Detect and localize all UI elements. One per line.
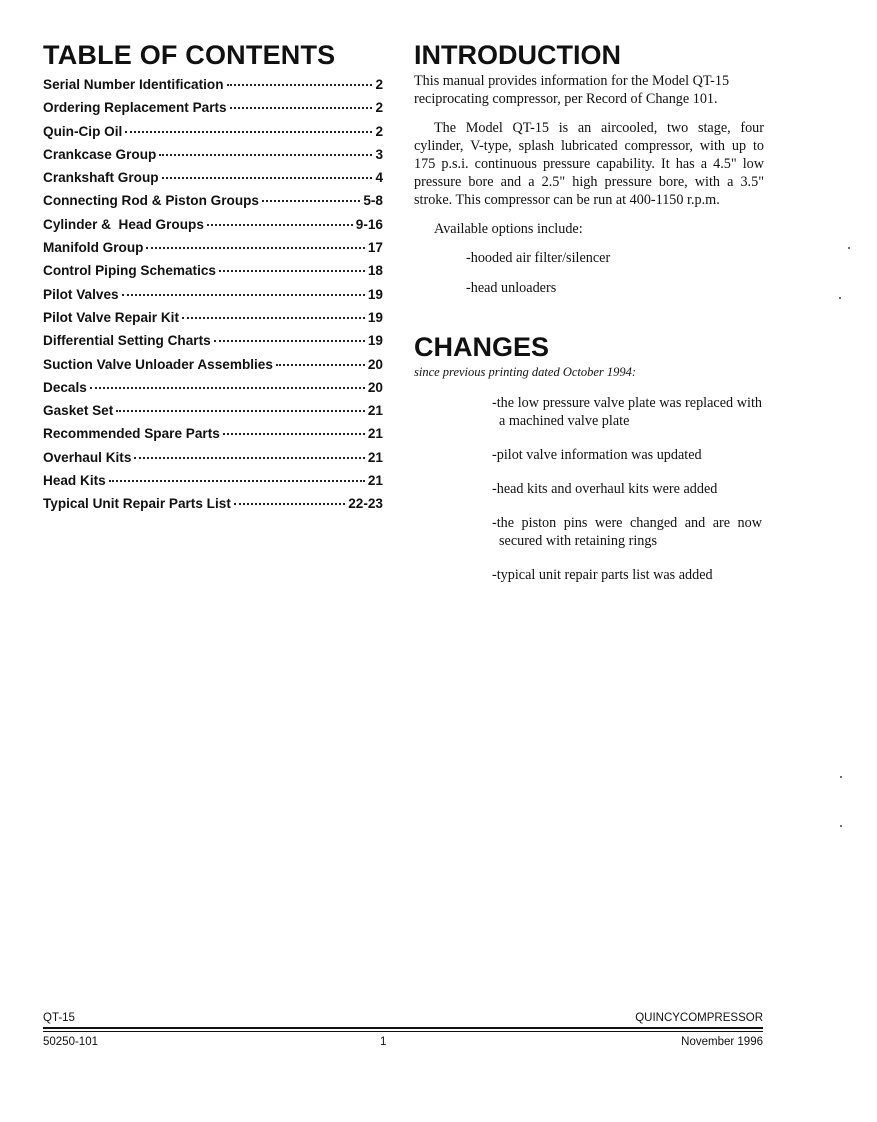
toc-entry-page: 20 [367,356,383,372]
toc-leader [109,480,365,482]
table-of-contents [43,40,383,520]
change-item: -head kits and overhaul kits were added [492,481,718,497]
toc-entry[interactable] [43,380,383,403]
toc-entry-label: Cylinder & Head Groups [43,216,204,232]
right-column [414,40,764,600]
toc-leader [125,131,372,133]
toc-entry-page: 2 [375,77,383,92]
change-item: -the piston pins were changed and are now secured with retaining rings [492,515,762,549]
toc-entry-label: Quin-Cip Oil [43,123,123,139]
toc-leader [262,200,360,202]
toc-entry-page: 19 [367,286,383,302]
change-item: -the low pressure valve plate was replaced with a machined valve plate [492,395,762,429]
scan-speck [839,297,841,299]
toc-entry-label: Suction Valve Unloader Assemblies [43,356,273,372]
toc-entry-label: Gasket Set [43,403,114,419]
toc-entry-label: Ordering Replacement Parts [43,100,227,116]
toc-entry[interactable] [43,193,383,216]
toc-entry-label: Differential Setting Charts [43,333,211,349]
changes-list [492,394,762,584]
scan-speck [840,776,842,778]
toc-entry[interactable] [43,240,383,263]
footer-company: QUINCYCOMPRESSOR [635,1012,763,1024]
toc-entry-page: 4 [375,170,383,186]
toc-entry[interactable] [43,100,383,123]
toc-leader [159,154,372,156]
footer-rule-thick [43,1027,763,1029]
toc-leader [276,364,365,366]
toc-leader [90,387,365,389]
toc-entry[interactable] [43,357,383,380]
toc-entry-page: 5-8 [363,193,383,209]
toc-entry-label: Serial Number Identification [43,77,224,92]
toc-entry[interactable] [43,403,383,426]
toc-leader [162,177,373,179]
toc-entry[interactable] [43,473,383,496]
toc-entry-label: Control Piping Schematics [43,263,216,279]
toc-title: TABLE OF CONTENTS [43,40,336,70]
toc-leader [182,317,365,319]
toc-entry-page: 21 [367,403,383,419]
toc-entry-page: 2 [375,123,383,139]
footer-rule-thin [43,1031,763,1032]
option-item: -head unloaders [466,280,557,296]
toc-entry[interactable] [43,263,383,286]
toc-entry[interactable] [43,496,383,519]
introduction-heading: INTRODUCTION [414,40,621,70]
toc-entry-label: Connecting Rod & Piston Groups [43,193,259,209]
toc-entry-page: 2 [375,100,383,116]
options-intro: Available options include: [434,221,583,237]
toc-entry-label: Decals [43,379,87,395]
footer-model: QT-15 [43,1012,75,1024]
toc-entry-label: Overhaul Kits [43,449,132,465]
footer-date: November 1996 [681,1036,763,1048]
option-item: -hooded air filter/silencer [466,250,611,266]
toc-leader [219,270,365,272]
toc-entry-page: 21 [367,426,383,442]
toc-leader [223,433,365,435]
toc-entry[interactable] [43,310,383,333]
toc-entry-label: Recommended Spare Parts [43,426,220,442]
toc-entry[interactable] [43,217,383,240]
changes-heading: CHANGES [414,332,550,362]
toc-entry[interactable] [43,147,383,170]
toc-entry-page: 22-23 [348,496,383,512]
intro-paragraph: This manual provides information for the Model QT-15 reciprocating compressor, per Record of Change 101. [414,73,730,107]
toc-entry-page: 18 [367,263,383,279]
scan-speck [840,825,842,827]
toc-leader [122,294,365,296]
toc-entry-page: 9-16 [355,216,383,232]
scan-speck [848,247,850,249]
toc-entry[interactable] [43,287,383,310]
toc-entry[interactable] [43,124,383,147]
toc-entry-label: Typical Unit Repair Parts List [43,496,231,512]
toc-leader [207,224,353,226]
toc-entry-label: Crankcase Group [43,146,157,162]
toc-entry-label: Manifold Group [43,240,144,256]
footer-top [43,1012,763,1027]
change-item: -pilot valve information was updated [492,447,702,463]
toc-leader [234,503,345,505]
toc-entry-label: Head Kits [43,473,106,489]
toc-leader [146,247,364,249]
toc-entry-label: Pilot Valves [43,286,119,302]
toc-entry-page: 20 [367,379,383,395]
footer-page-number: 1 [380,1036,387,1048]
footer-bottom [43,1036,763,1051]
toc-entry-label: Pilot Valve Repair Kit [43,309,179,325]
toc-entry-label: Crankshaft Group [43,170,159,186]
toc-entry-page: 19 [367,309,383,325]
toc-leader [227,84,373,86]
intro-paragraph: The Model QT-15 is an aircooled, two stage, four cylinder, V-type, splash lubricated compressor, with up to 175 p.s.i. continuous pressure capability. It has a 4.5" low pressure bore and a 2.5" high pressure bore, with a 3.5" stroke. This compressor can be run at 400-1150 r.p.m. [414,120,764,208]
toc-entry[interactable] [43,170,383,193]
toc-entry-page: 3 [375,146,383,162]
changes-subtitle: since previous printing dated October 1994: [414,365,637,379]
toc-entry[interactable] [43,450,383,473]
footer-part-number: 50250-101 [43,1036,98,1048]
toc-leader [116,410,365,412]
toc-entry[interactable] [43,333,383,356]
toc-leader [214,340,365,342]
toc-entry-page: 21 [367,449,383,465]
toc-entry-page: 19 [367,333,383,349]
toc-leader [134,457,364,459]
toc-list [43,77,383,520]
toc-leader [230,107,373,109]
toc-entry-page: 17 [367,240,383,256]
toc-entry[interactable] [43,77,383,100]
toc-entry-page: 21 [367,473,383,489]
change-item: -typical unit repair parts list was added [492,567,713,583]
toc-entry[interactable] [43,426,383,449]
